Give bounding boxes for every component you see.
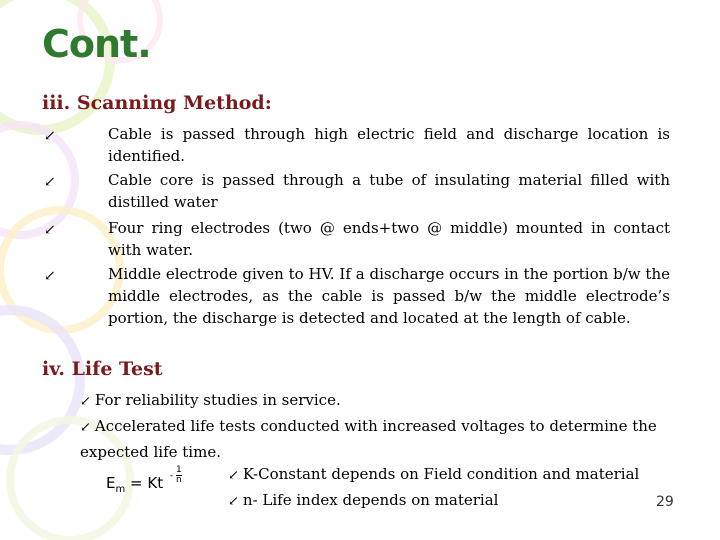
life-test-heading: iv. Life Test [42,358,163,380]
bullet-arrow-icon: ↙ [80,420,91,435]
bullet-arrow-icon: ↙ [228,468,239,483]
bullet-arrow-icon: ↙ [80,394,91,409]
bullet-arrow-icon: ↙ [44,174,56,190]
life-formula: $E_m = Kt$ - $\frac{1}{n}$ [106,465,182,495]
bullet-arrow-icon: ↙ [44,222,56,238]
note-k-constant: ↙ K-Constant depends on Field condition and material [228,465,640,483]
bullet-arrow-icon: ↙ [44,128,56,144]
life-test-item-1: ↙ For reliability studies in service. [80,391,341,409]
scanning-item-3: Four ring electrodes (two @ ends+two @ middle) mounted in contact with water. [108,219,670,259]
life-test-item-2: ↙ Accelerated life tests conducted with increased voltages to determine the expected life time. [80,417,657,461]
page-number: 29 [656,494,674,510]
bullet-arrow-icon: ↙ [44,268,56,284]
note-n-life-index: ↙ n- Life index depends on material [228,491,499,509]
slide-title: Cont. [42,22,151,66]
scanning-item-4: Middle electrode given to HV. If a discharge occurs in the portion b/w the middle electrodes, as the cable is passed b/w the middle electrode’s portion, the discharge is detected and located at the length of cable. [108,265,670,327]
formula-exponent: - $\frac{1}{n}$ [169,465,182,485]
bullet-arrow-icon: ↙ [228,494,239,509]
scanning-item-1: Cable is passed through high electric field and discharge location is identified. [108,125,670,165]
scanning-item-2: Cable core is passed through a tube of insulating material filled with distilled water [108,171,670,211]
scanning-method-heading: iii. Scanning Method: [42,92,272,114]
